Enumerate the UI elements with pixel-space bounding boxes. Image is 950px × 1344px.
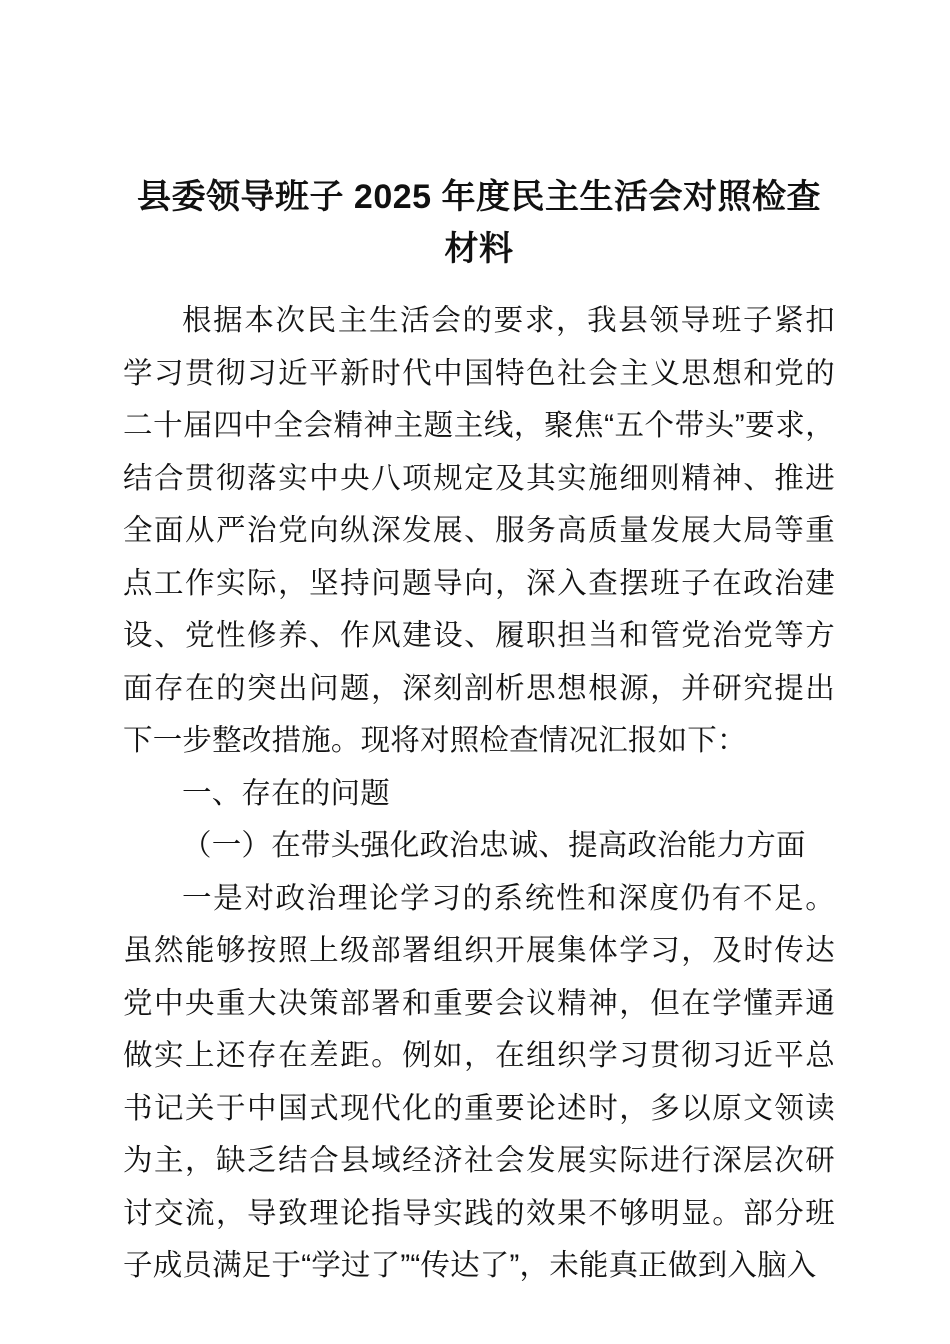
document-content [123,171,835,1293]
body-paragraph-theory-study: 一是对政治理论学习的系统性和深度仍有不足。虽然能够按照上级部署组织开展集体学习，及时传达党中央重大决策部署和重要会议精神，但在学懂弄通做实上还存在差距。例如，在组织学习贯彻习近平总书记关于中国式现代化的重要论述时，多以原文领读为主，缺乏结合县域经济社会发展实际进行深层次研讨交流，导致理论指导实践的效果不够明显。部分班子成员满足于“学过了”“传达了”，未能真正做到入脑入 [123,881,835,1282]
page-title: 县委领导班子 2025 年度民主生活会对照检查材料 [136,178,822,268]
section-heading-existing-problems: 一、存在的问题 [182,776,390,810]
intro-paragraph: 根据本次民主生活会的要求，我县领导班子紧扣学习贯彻习近平新时代中国特色社会主义思想和党的二十届四中全会精神主题主线，聚焦“五个带头”要求，结合贯彻落实中央八项规定及其实施细则精神、推进全面从严治党向纵深发展、服务高质量发展大局等重点工作实际，坚持问题导向，深入查摆班子在政治建设、党性修养、作风建设、履职担当和管党治党等方面存在的突出问题，深刻剖析思想根源，并研究提出下一步整改措施。现将对照检查情况汇报如下： [123,304,835,757]
subsection-heading-political-loyalty: （一）在带头强化政治忠诚、提高政治能力方面 [182,829,806,862]
